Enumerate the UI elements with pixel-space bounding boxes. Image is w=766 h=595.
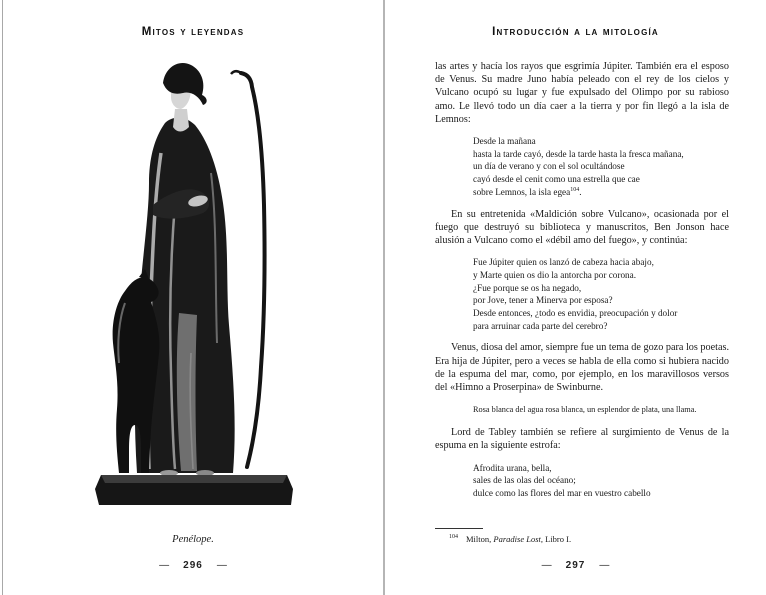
- verse-line: sobre Lemnos, la isla egea$^{104}$.: [473, 186, 582, 197]
- text-column: [435, 60, 729, 509]
- page-number-left: [3, 560, 383, 571]
- folio-dash: —: [541, 560, 552, 571]
- statue-base-top: [101, 475, 287, 483]
- statue-engraving: [91, 52, 301, 514]
- verse-line: para arruinar cada parte del cerebro?: [473, 320, 608, 331]
- page-left: [3, 0, 383, 595]
- bow-icon: [241, 73, 265, 467]
- verse-line: dulce como las flores del mar en vuestro cabello: [473, 487, 651, 498]
- verse-line: y Marte quien os dio la antorcha por corona.: [473, 269, 637, 280]
- running-head-left: Mitos y leyendas: [141, 26, 245, 38]
- verse-block-tabley: [473, 462, 729, 500]
- verse-line: hasta la tarde cayó, desde la tarde hasta la fresca mañana,: [473, 148, 684, 159]
- verse-line: Afrodita urana, bella,: [473, 462, 552, 473]
- footnote-area: [435, 528, 729, 545]
- verse-line: sales de las olas del océano;: [473, 475, 576, 486]
- page-gutter-divider: [383, 0, 385, 595]
- page-number-right: [385, 560, 766, 571]
- verse-block-lemnos: [473, 135, 729, 199]
- drape-highlight: [177, 313, 197, 471]
- folio-dash: —: [159, 560, 170, 571]
- verse-line: Desde entonces, ¿todo es envidia, preocupación y dolor: [473, 307, 678, 318]
- footnote-work-title: Paradise Lost: [493, 534, 541, 544]
- statue-illustration: [91, 52, 301, 514]
- verse-line: ¿Fue porque se os ha negado,: [473, 282, 582, 293]
- paragraph: Lord de Tabley también se refiere al surgimiento de Venus de la espuma en la siguiente estrofa:: [435, 427, 729, 452]
- statue-neck: [173, 109, 189, 132]
- figure-caption: Penélope.: [172, 534, 214, 545]
- footnote-rule: [435, 528, 483, 529]
- footnote-reference: 104: [570, 186, 580, 193]
- footnote-marker: 104: [449, 534, 458, 541]
- verse-line: un día de verano y con el sol ocultándose: [473, 161, 625, 172]
- verse-block-jonson: [473, 256, 729, 332]
- footnote: $^{104}$ Milton, Paradise Lost, Libro I.: [449, 534, 572, 544]
- running-head-right: Introducción a la mitología: [492, 26, 659, 38]
- page-right: [385, 0, 766, 595]
- paragraph: las artes y hacía los rayos que esgrimía Júpiter. También era el esposo de Venus. Su madre Juno había peleado con el rey de los cielos y Vulcano ocupó su lugar y fue expulsado del Olimpo por su rabioso amo. Le llevó todo un día caer a la tierra y por fin llegó a la isla de Lemnos:: [435, 61, 729, 125]
- verse-line-swinburne: Rosa blanca del agua rosa blanca, un esplendor de plata, una llama.: [473, 405, 697, 415]
- folio-dash: —: [599, 560, 610, 571]
- verse-line: Desde la mañana: [473, 136, 536, 147]
- verse-line: por Jove, tener a Minerva por esposa?: [473, 295, 613, 306]
- paragraph: Venus, diosa del amor, siempre fue un tema de gozo para los poetas. Era hija de Júpiter, pero a veces se habla de ella como si hubiera nacido de la espuma del mar, como, por ejemplo, en los maravillosos versos del «Himno a Proserpina» de Swinburne.: [435, 342, 729, 393]
- folio-number: 296: [183, 560, 203, 571]
- verse-line: cayó desde el cenit como una estrella que cae: [473, 174, 640, 185]
- verse-line: Fue Júpiter quien os lanzó de cabeza hacia abajo,: [473, 257, 654, 268]
- folio-number: 297: [565, 560, 586, 571]
- folio-dash: —: [216, 560, 227, 571]
- paragraph: En su entretenida «Maldición sobre Vulcano», ocasionada por el fuego que destruyó su biblioteca y manuscritos, Ben Jonson hace alusión a Vulcano como el «débil amo del fuego», y continúa:: [435, 208, 729, 246]
